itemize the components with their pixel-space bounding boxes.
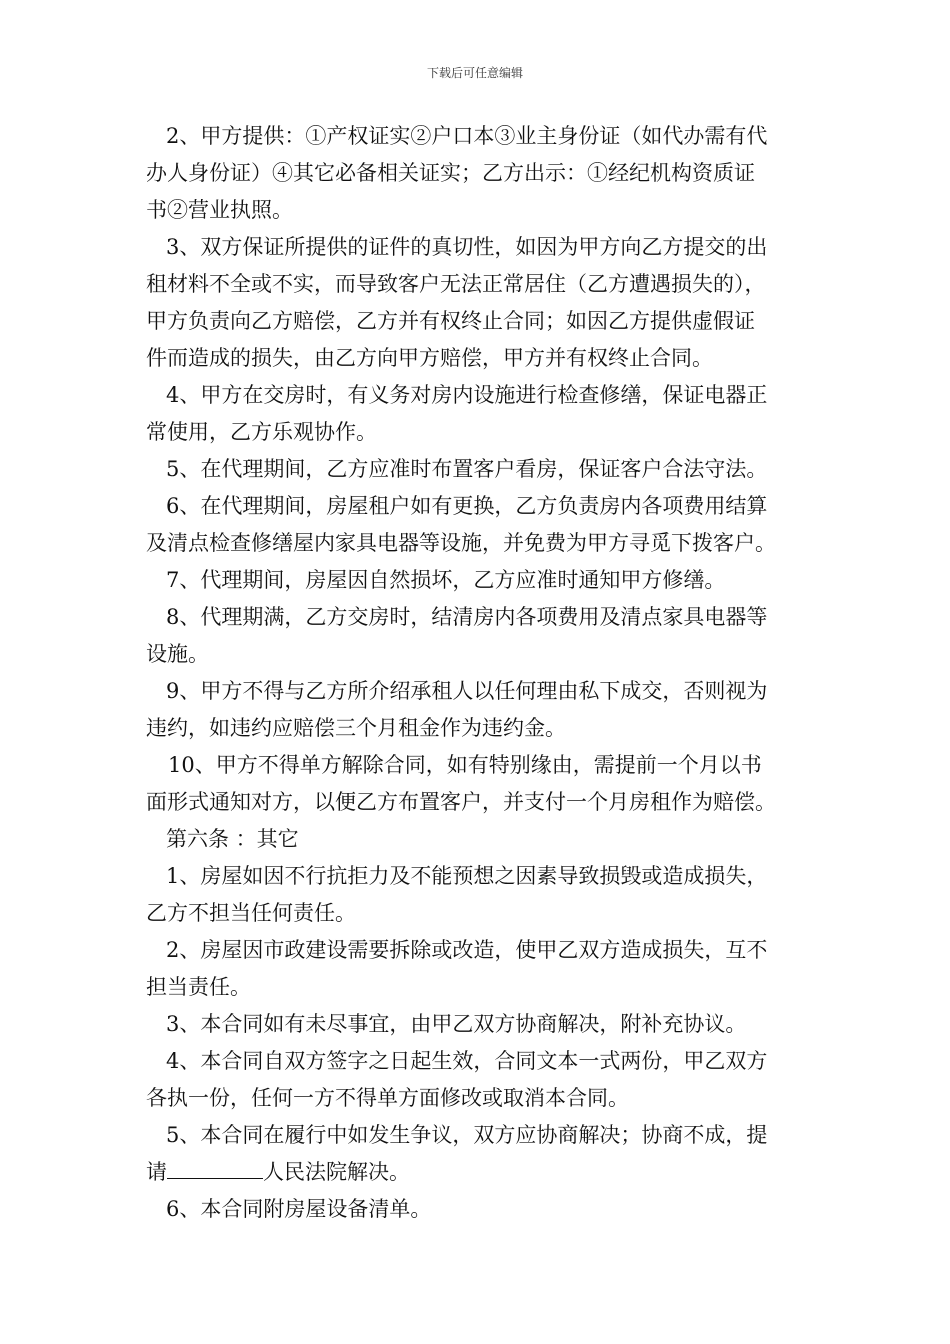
text-line: 乙方不担当任何责任。	[146, 901, 356, 925]
fill-in-blank	[167, 1156, 263, 1179]
text-line: 6、本合同附房屋设备清单。	[166, 1197, 432, 1221]
text-line: 租材料不全或不实，而导致客户无法正常居住（乙方遭遇损失的），	[146, 272, 766, 296]
text-line: 3、本合同如有未尽事宜，由甲乙双方协商解决，附补充协议。	[166, 1012, 747, 1036]
text-line: 1、房屋如因不行抗拒力及不能预想之因素导致损毁或造成损失，	[166, 864, 768, 888]
text-line: 10、甲方不得单方解除合同，如有特别缘由，需提前一个月以书	[168, 753, 762, 777]
text-line: 设施。	[146, 642, 209, 666]
text-line: 7、代理期间，房屋因自然损坏，乙方应准时通知甲方修缮。	[166, 568, 726, 592]
text-line: 8、代理期满，乙方交房时，结清房内各项费用及清点家具电器等	[166, 605, 768, 629]
document-body	[146, 118, 808, 1228]
text-line: 办人身份证）④其它必备相关证实；乙方出示：①经纪机构资质证	[146, 161, 755, 185]
text-line: 担当责任。	[146, 975, 251, 999]
text-line: 5、在代理期间，乙方应准时布置客户看房，保证客户合法守法。	[166, 457, 768, 481]
text-line: 常使用，乙方乐观协作。	[146, 420, 377, 444]
text-line: 6、在代理期间，房屋租户如有更换，乙方负责房内各项费用结算	[166, 494, 768, 518]
text-line: 2、房屋因市政建设需要拆除或改造，使甲乙双方造成损失，互不	[166, 938, 768, 962]
text-line: 2、甲方提供：①产权证实②户口本③业主身份证（如代办需有代	[166, 124, 768, 148]
text-line: 5、本合同在履行中如发生争议，双方应协商解决；协商不成，提	[166, 1123, 768, 1147]
page-header: 下载后可任意编辑	[426, 66, 523, 80]
text-line: 甲方负责向乙方赔偿，乙方并有权终止合同；如因乙方提供虚假证	[146, 309, 755, 333]
text-line: 9、甲方不得与乙方所介绍承租人以任何理由私下成交，否则视为	[166, 679, 768, 703]
text-line: 各执一份，任何一方不得单方面修改或取消本合同。	[146, 1086, 629, 1110]
text-fragment: 人民法院解决。	[263, 1160, 410, 1184]
text-line: 4、甲方在交房时，有义务对房内设施进行检查修缮，保证电器正	[166, 383, 768, 407]
text-line-with-blank	[146, 1154, 808, 1191]
text-line: 件而造成的损失，由乙方向甲方赔偿，甲方并有权终止合同。	[146, 346, 713, 370]
text-line: 及清点检查修缮屋内家具电器等设施，并免费为甲方寻觅下拨客户。	[146, 531, 776, 555]
section-heading: 第六条 ：其它	[166, 827, 299, 851]
text-line: 面形式通知对方，以便乙方布置客户，并支付一个月房租作为赔偿。	[146, 790, 776, 814]
text-line: 书②营业执照。	[146, 198, 293, 222]
text-line: 3、双方保证所提供的证件的真切性，如因为甲方向乙方提交的出	[166, 235, 768, 259]
text-fragment: 请	[146, 1160, 167, 1184]
text-line: 违约，如违约应赔偿三个月租金作为违约金。	[146, 716, 566, 740]
text-line: 4、本合同自双方签字之日起生效，合同文本一式两份，甲乙双方	[166, 1049, 768, 1073]
